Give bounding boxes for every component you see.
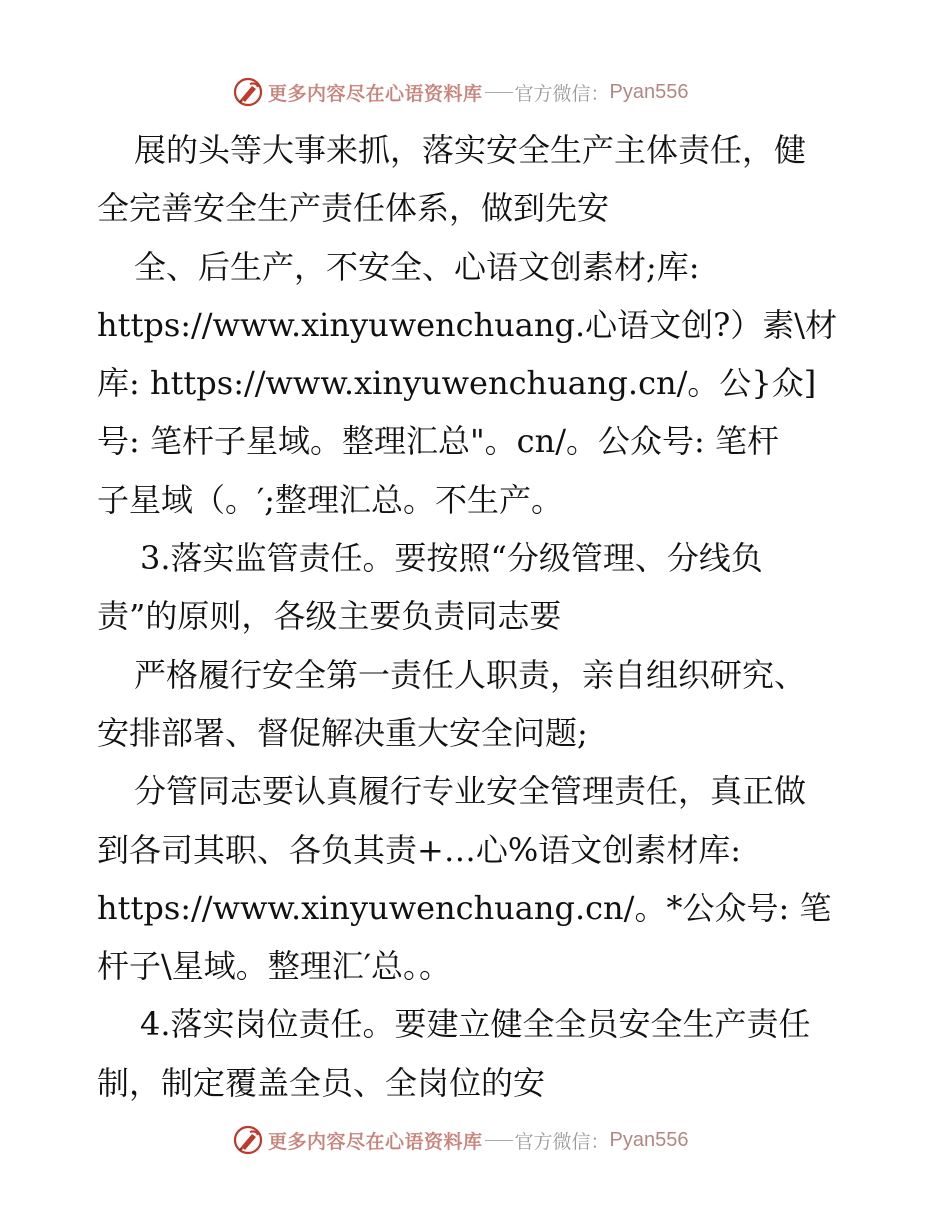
banner-dash (485, 92, 513, 93)
banner-wechat-label: 官方微信： (514, 82, 610, 105)
banner-brand-text: 更多内容尽在心语资料库 (268, 1130, 483, 1153)
document-body (97, 121, 857, 1112)
banner-dash (485, 1140, 513, 1141)
text-line: 3.落实监管责任。要按照“分级管理、分线负 (140, 539, 763, 578)
footer-watermark-banner (232, 1118, 752, 1162)
text-line: 安排部署、督促解决重大安全问题; (97, 713, 588, 752)
text-line: 杆子\星域。整理汇′总。。 (97, 947, 452, 986)
text-line: 4.落实岗位责任。要建立健全全员安全生产责任 (140, 1005, 811, 1044)
pen-logo-icon (232, 76, 264, 108)
banner-wechat-id: Pyan556 (609, 1128, 689, 1151)
text-line: 库: https://www.xinyuwenchuang.cn/。公}众] (97, 364, 817, 403)
text-line: 全完善安全生产责任体系，做到先安 (97, 189, 610, 228)
text-line: 分管同志要认真履行专业安全管理责任，真正做 (134, 772, 807, 811)
text-line: https://www.xinyuwenchuang.cn/。*公众号: 笔 (97, 888, 832, 927)
header-watermark-banner (232, 70, 752, 114)
banner-brand-text: 更多内容尽在心语资料库 (268, 82, 483, 105)
banner-wechat-id: Pyan556 (609, 80, 689, 103)
text-line: 全、后生产，不安全、心语文创素材;库: (134, 247, 700, 286)
text-line: 严格履行安全第一责任人职责，亲自组织研究、 (134, 655, 807, 694)
text-line: 责”的原则，各级主要负责同志要 (97, 597, 562, 636)
text-line: 号: 笔杆子星域。整理汇总"。cn/。公众号: 笔杆 (97, 422, 779, 461)
text-line: 制，制定覆盖全员、全岗位的安 (97, 1063, 546, 1102)
banner-wechat-label: 官方微信： (514, 1130, 610, 1153)
text-line: 到各司其职、各负其责+…心%语文创素材库: (97, 830, 742, 869)
pen-logo-icon (232, 1124, 264, 1156)
text-line: 子星域（。′;整理汇总。不生产。 (97, 480, 564, 519)
text-line: 展的头等大事来抓，落实安全生产主体责任，健 (134, 131, 807, 169)
text-line: https://www.xinyuwenchuang.心语文创?）素\材 (97, 305, 838, 344)
